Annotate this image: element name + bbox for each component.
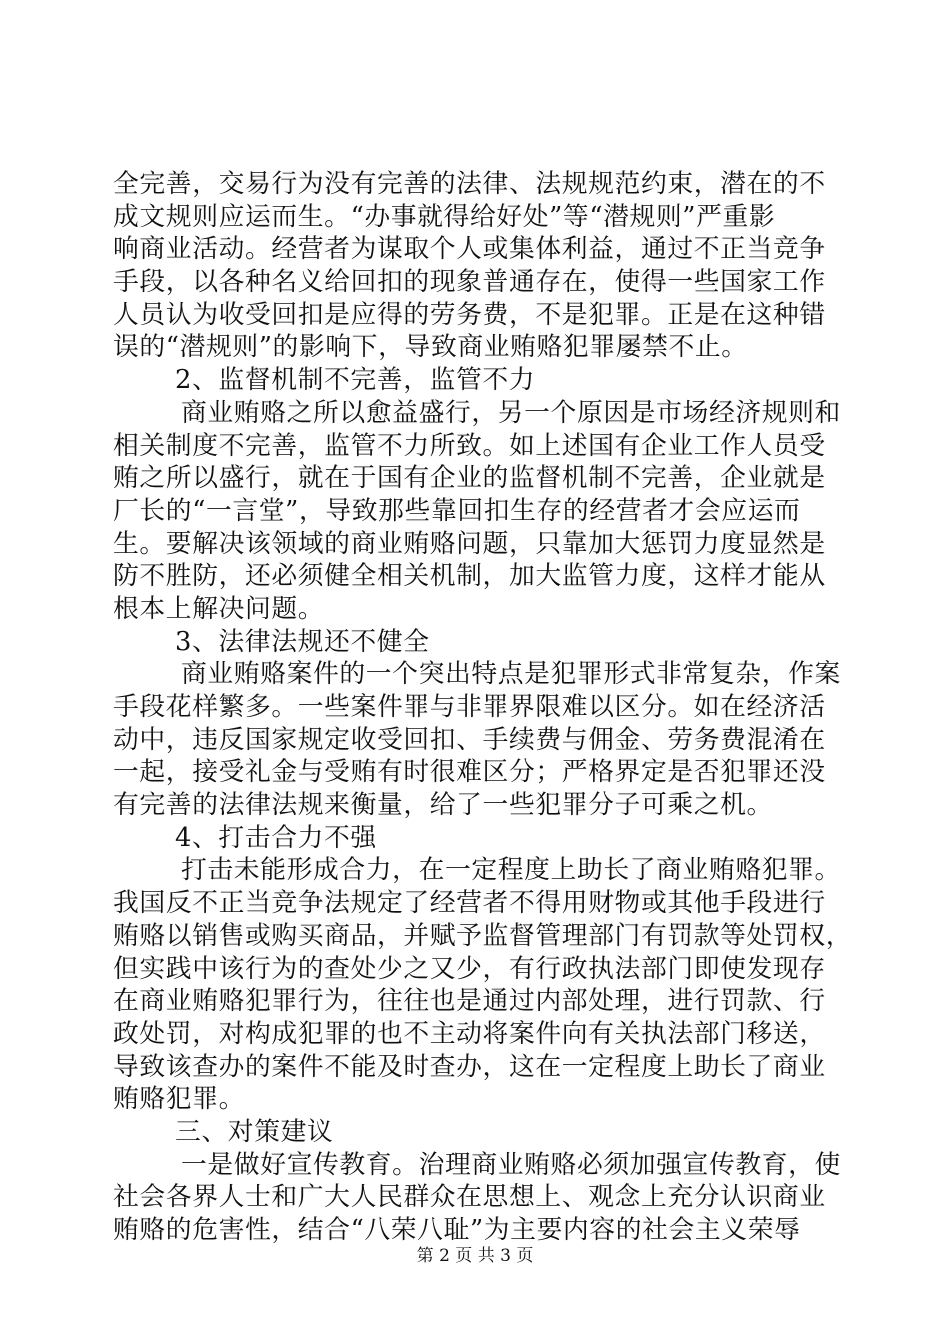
section-heading: 三、对策建议	[175, 1116, 334, 1147]
text-line: 人员认为收受回扣是应得的劳务费，不是犯罪。正是在这种错	[113, 299, 826, 330]
text-line: 有完善的法律法规来衡量，给了一些犯罪分子可乘之机。	[113, 790, 773, 821]
text-line: 但实践中该行为的查处少之又少，有行政执法部门即使发现存	[113, 953, 826, 984]
text-line: 一起，接受礼金与受贿有时很难区分；严格界定是否犯罪还没	[113, 757, 826, 788]
section-heading: 4、打击合力不强	[175, 822, 377, 853]
text-line: 导致该查办的案件不能及时查办，这在一定程度上助长了商业	[113, 1051, 826, 1082]
text-line: 在商业贿赂犯罪行为，往往也是通过内部处理，进行罚款、行	[113, 986, 826, 1017]
text-line: 政处罚，对构成犯罪的也不主动将案件向有关执法部门移送，	[113, 1018, 826, 1049]
text-line: 相关制度不完善，监管不力所致。如上述国有企业工作人员受	[113, 430, 826, 461]
paragraph-first-line: 打击未能形成合力，在一定程度上助长了商业贿赂犯罪。	[181, 855, 841, 886]
text-line: 生。要解决该领域的商业贿赂问题，只靠加大惩罚力度显然是	[113, 528, 826, 559]
text-line: 成文规则应运而生。“办事就得给好处”等“潜规则”严重影	[113, 201, 776, 232]
text-line: 响商业活动。经营者为谋取个人或集体利益，通过不正当竞争	[113, 234, 826, 265]
text-line: 我国反不正当竞争法规定了经营者不得用财物或其他手段进行	[113, 888, 826, 919]
text-line: 防不胜防，还必须健全相关机制，加大监管力度，这样才能从	[113, 561, 826, 592]
paragraph-first-line: 商业贿赂案件的一个突出特点是犯罪形式非常复杂，作案	[181, 659, 841, 690]
section-heading: 3、法律法规还不健全	[175, 626, 430, 657]
paragraph-first-line: 一是做好宣传教育。治理商业贿赂必须加强宣传教育，使	[181, 1149, 841, 1180]
section-heading: 2、监督机制不完善，监管不力	[175, 365, 536, 396]
text-line: 贿之所以盛行，就在于国有企业的监督机制不完善，企业就是	[113, 463, 826, 494]
text-line: 全完善，交易行为没有完善的法律、法规规范约束，潜在的不	[113, 169, 826, 199]
text-line: 手段，以各种名义给回扣的现象普通存在，使得一些国家工作	[113, 267, 826, 298]
text-line: 手段花样繁多。一些案件罪与非罪界限难以区分。如在经济活	[113, 692, 826, 722]
text-line: 误的“潜规则”的影响下，导致商业贿赂犯罪屡禁不止。	[113, 332, 748, 363]
text-line: 厂长的“一言堂”，导致那些靠回扣生存的经营者才会应运而	[113, 495, 801, 526]
text-line: 动中，违反国家规定收受回扣、手续费与佣金、劳务费混淆在	[113, 724, 826, 755]
text-line: 贿赂犯罪。	[113, 1084, 245, 1115]
paragraph-first-line: 商业贿赂之所以愈益盛行，另一个原因是市场经济规则和	[181, 397, 841, 428]
text-line: 根本上解决问题。	[113, 593, 325, 624]
page-footer	[0, 1245, 950, 1267]
text-line: 贿赂以销售或购买商品，并赋予监督管理部门有罚款等处罚权，	[113, 920, 853, 951]
text-line: 社会各界人士和广大人民群众在思想上、观念上充分认识商业	[113, 1182, 826, 1213]
text-line: 贿赂的危害性，结合“八荣八耻”为主要内容的社会主义荣辱	[113, 1215, 801, 1245]
document-body	[113, 168, 853, 1247]
page-number-label: 第 2 页 共 3 页	[416, 1246, 534, 1266]
